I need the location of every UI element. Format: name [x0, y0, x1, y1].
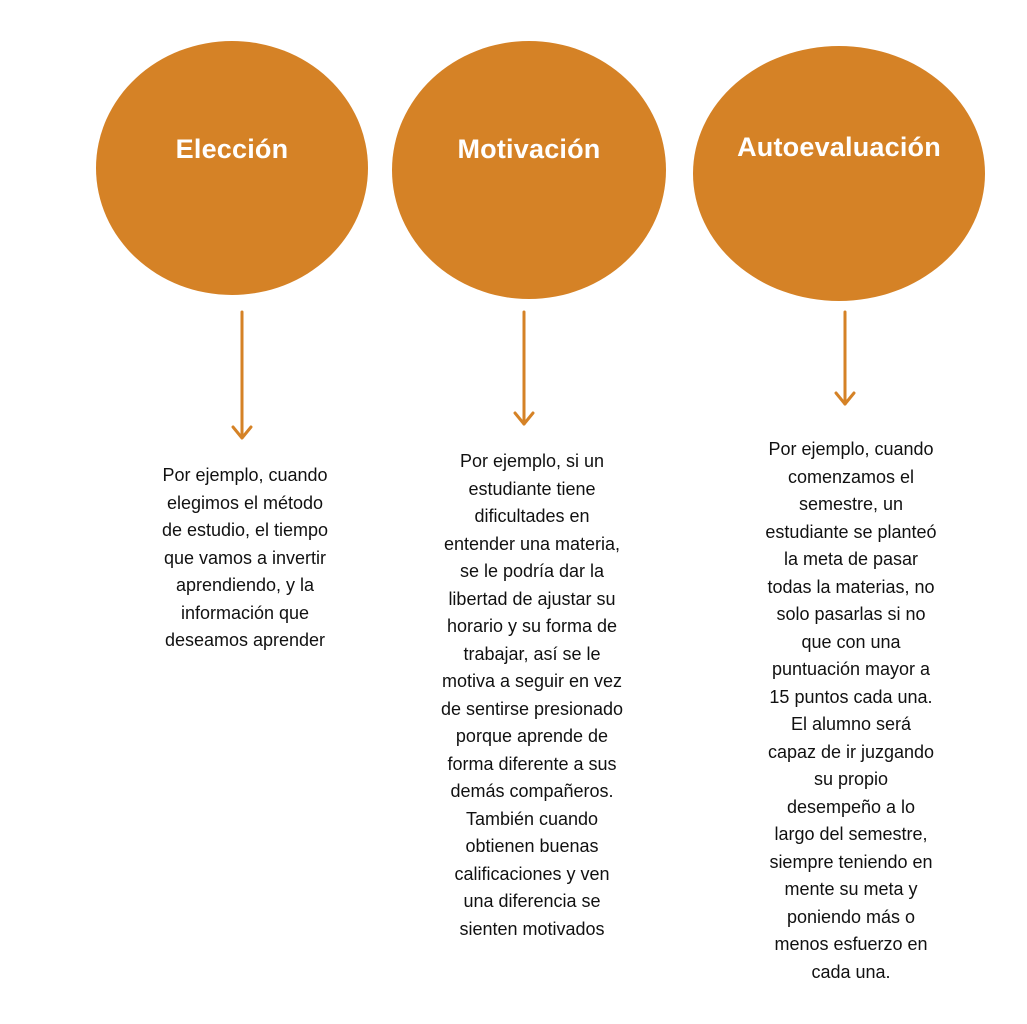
node-autoevaluacion-title: Autoevaluación	[737, 132, 941, 162]
node-eleccion-title: Elección	[175, 134, 289, 164]
node-motivacion-description: Por ejemplo, si un estudiante tiene dificultades en entender una materia, se le podría dar la libertad de ajustar su horario y su forma de trabajar, así se le motiva a seguir en vez de sentirse presionado porque aprende de forma diferente a sus demás compañeros. También cuando obtienen buenas calificaciones y ven una diferencia se sienten motivados	[440, 451, 624, 939]
node-motivacion-title: Motivación	[457, 134, 601, 164]
node-autoevaluacion-description: Por ejemplo, cuando comenzamos el semestre, un estudiante se planteó la meta de pasar todas la materias, no solo pasarlas si no que con una puntuación mayor a 15 puntos cada una. El alumno será capaz de ir juzgando su propio desempeño a lo largo del semestre, siempre teniendo en mente su meta y poniendo más o menos esfuerzo en cada una.	[765, 439, 937, 982]
node-eleccion-description: Por ejemplo, cuando elegimos el método de estudio, el tiempo que vamos a invertir aprendiendo, y la información que deseamos aprender	[161, 465, 329, 650]
